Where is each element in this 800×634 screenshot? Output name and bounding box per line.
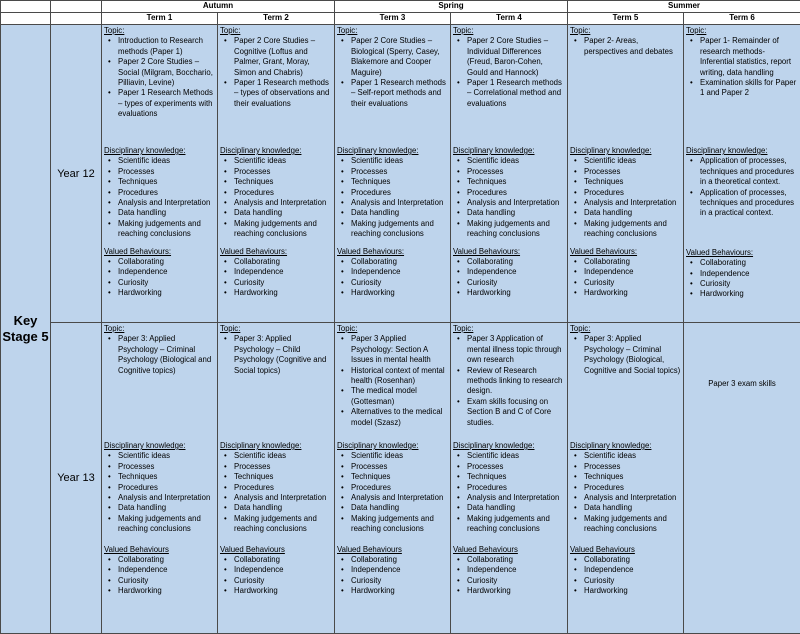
valued-item: • Independence <box>351 267 448 277</box>
disciplinary-item: • Processes <box>118 462 215 472</box>
disciplinary-heading: Disciplinary knowledge: <box>337 441 419 450</box>
disciplinary-item: • Data handling <box>351 208 448 218</box>
valued-item: • Curiosity <box>234 576 332 586</box>
term-header: Term 4 <box>451 13 568 25</box>
valued-item-list <box>220 555 332 597</box>
topic-item: • Alternatives to the medical model (Szasz) <box>351 407 448 428</box>
valued-item: • Hardworking <box>584 288 681 298</box>
valued-item: • Independence <box>118 267 215 277</box>
topic-section <box>337 26 448 146</box>
topic-item-list <box>453 36 565 109</box>
topic-heading: Topic: <box>337 26 358 35</box>
valued-item: • Collaborating <box>584 555 681 565</box>
valued-item: • Collaborating <box>351 555 448 565</box>
topic-item: • Paper 3: Applied Psychology – Criminal Psychology (Biological, Cognitive and Social topics) <box>584 334 681 376</box>
topic-item: • Exam skills focusing on Section B and C of Core studies. <box>467 397 565 428</box>
disciplinary-item: • Data handling <box>351 503 448 513</box>
y13-t3-cell <box>335 323 451 634</box>
valued-item: • Curiosity <box>584 576 681 586</box>
y13-t5-cell <box>568 323 684 634</box>
spacer <box>337 535 448 545</box>
topic-item-list <box>453 334 565 428</box>
topic-item: • Historical context of mental health (Rosenhan) <box>351 366 448 387</box>
disciplinary-item: • Procedures <box>118 188 215 198</box>
valued-item: • Collaborating <box>584 257 681 267</box>
disciplinary-item: • Scientific ideas <box>234 156 332 166</box>
valued-item: • Hardworking <box>700 289 798 299</box>
topic-heading: Topic: <box>337 324 358 333</box>
disciplinary-item: • Data handling <box>118 503 215 513</box>
disciplinary-heading: Disciplinary knowledge: <box>220 441 302 450</box>
valued-heading: Valued Behaviours: <box>453 246 521 256</box>
valued-item: • Curiosity <box>351 278 448 288</box>
valued-item: • Curiosity <box>234 278 332 288</box>
valued-item: • Curiosity <box>584 278 681 288</box>
disciplinary-item: • Procedures <box>467 188 565 198</box>
season-summer: Summer <box>568 1 800 13</box>
spacer <box>453 240 565 247</box>
disciplinary-heading: Disciplinary knowledge: <box>570 441 652 450</box>
disciplinary-heading: Disciplinary knowledge: <box>453 146 535 155</box>
valued-item: • Curiosity <box>700 279 798 289</box>
y13-t2-cell <box>218 323 335 634</box>
valued-heading: Valued Behaviours: <box>337 246 405 256</box>
topic-heading: Topic: <box>104 26 125 35</box>
disciplinary-item-list <box>104 451 215 534</box>
disciplinary-item: • Scientific ideas <box>118 451 215 461</box>
topic-item-list <box>104 334 215 376</box>
topic-section <box>570 324 681 441</box>
valued-item: • Independence <box>234 267 332 277</box>
valued-item: • Independence <box>234 565 332 575</box>
year12-label: Year 12 <box>51 25 102 323</box>
disciplinary-item: • Procedures <box>351 188 448 198</box>
disciplinary-item: • Procedures <box>234 188 332 198</box>
topic-item-list <box>570 36 681 57</box>
valued-item: • Independence <box>584 267 681 277</box>
disciplinary-item: • Analysis and Interpretation <box>351 493 448 503</box>
valued-item-list <box>104 257 215 299</box>
valued-item: • Hardworking <box>351 288 448 298</box>
valued-item: • Independence <box>118 565 215 575</box>
valued-item: • Collaborating <box>118 555 215 565</box>
term-header: Term 3 <box>335 13 451 25</box>
topic-item: • Paper 2 Core Studies – Social (Milgram, Bocchario, Pilliavin, Levine) <box>118 57 215 88</box>
disciplinary-item: • Processes <box>234 167 332 177</box>
disciplinary-item: • Making judgements and reaching conclusions <box>118 514 215 535</box>
year13-row <box>1 323 800 634</box>
spacer <box>220 240 332 247</box>
valued-heading: Valued Behaviours <box>104 544 169 554</box>
spacer <box>337 240 448 247</box>
disciplinary-item: • Scientific ideas <box>584 451 681 461</box>
topic-section <box>104 324 215 441</box>
valued-item-list <box>337 555 448 597</box>
topic-item: • Paper 3: Applied Psychology – Child Psychology (Cognitive and Social topics) <box>234 334 332 376</box>
topic-item-list <box>104 36 215 119</box>
valued-item: • Independence <box>700 269 798 279</box>
disciplinary-item: • Application of processes, techniques and procedures in a practical context. <box>700 188 798 219</box>
topic-item: • Paper 3 Applied Psychology: Section A Issues in mental health <box>351 334 448 365</box>
topic-item: • Paper 3 Application of mental illness topic through own research <box>467 334 565 365</box>
disciplinary-item: • Techniques <box>118 177 215 187</box>
valued-item: • Curiosity <box>467 278 565 288</box>
valued-heading: Valued Behaviours: <box>220 246 288 256</box>
topic-item: • Paper 2 Core Studies – Biological (Sperry, Casey, Blakemore and Cooper Maguire) <box>351 36 448 78</box>
spacer <box>220 535 332 545</box>
valued-item: • Curiosity <box>118 576 215 586</box>
disciplinary-item-list <box>337 156 448 239</box>
topic-item: • Introduction to Research methods (Paper 1) <box>118 36 215 57</box>
disciplinary-heading: Disciplinary knowledge: <box>104 441 186 450</box>
disciplinary-item: • Scientific ideas <box>118 156 215 166</box>
valued-item: • Collaborating <box>118 257 215 267</box>
season-spring: Spring <box>335 1 568 13</box>
topic-section <box>220 26 332 146</box>
disciplinary-item: • Making judgements and reaching conclusions <box>234 219 332 240</box>
disciplinary-item: • Procedures <box>351 483 448 493</box>
disciplinary-item: • Analysis and Interpretation <box>351 198 448 208</box>
y12-t5-cell <box>568 25 684 323</box>
disciplinary-item: • Processes <box>467 462 565 472</box>
valued-item: • Curiosity <box>467 576 565 586</box>
disciplinary-item: • Processes <box>467 167 565 177</box>
spacer <box>570 240 681 247</box>
valued-item: • Hardworking <box>467 586 565 596</box>
topic-heading: Topic: <box>104 324 125 333</box>
topic-item: • Paper 1 Research methods – Correlational method and evaluations <box>467 78 565 109</box>
valued-item: • Hardworking <box>118 288 215 298</box>
disciplinary-item-list <box>570 156 681 239</box>
valued-item-list <box>337 257 448 299</box>
disciplinary-item-list <box>337 451 448 534</box>
topic-item: • Paper 2 Core Studies – Cognitive (Loftus and Palmer, Grant, Moray, Simon and Chabris) <box>234 36 332 78</box>
term-header: Term 1 <box>102 13 218 25</box>
term-row <box>1 13 800 25</box>
disciplinary-item: • Scientific ideas <box>234 451 332 461</box>
topic-item: • Paper 1- Remainder of research methods- Inferential statistics, report writing, data handling <box>700 36 798 78</box>
y12-t3-cell <box>335 25 451 323</box>
disciplinary-item: • Processes <box>118 167 215 177</box>
disciplinary-item-list <box>220 451 332 534</box>
valued-heading: Valued Behaviours: <box>686 247 754 257</box>
topic-item: • Paper 2 Core Studies – Individual Differences (Freud, Baron-Cohen, Gould and Hannock) <box>467 36 565 78</box>
valued-heading: Valued Behaviours: <box>570 246 638 256</box>
topic-heading: Topic: <box>570 26 591 35</box>
disciplinary-item: • Making judgements and reaching conclusions <box>584 514 681 535</box>
topic-item-list <box>570 334 681 376</box>
valued-item-list <box>453 257 565 299</box>
valued-item: • Independence <box>467 565 565 575</box>
valued-item: • Independence <box>351 565 448 575</box>
spacer <box>453 535 565 545</box>
y12-t1-cell <box>102 25 218 323</box>
valued-heading: Valued Behaviours <box>453 544 518 554</box>
cell-content <box>451 323 567 597</box>
cell-content <box>568 323 683 597</box>
disciplinary-item: • Procedures <box>584 483 681 493</box>
disciplinary-item: • Processes <box>584 462 681 472</box>
disciplinary-item: • Making judgements and reaching conclusions <box>467 219 565 240</box>
valued-item: • Independence <box>584 565 681 575</box>
disciplinary-item: • Analysis and Interpretation <box>118 493 215 503</box>
disciplinary-item: • Data handling <box>234 208 332 218</box>
disciplinary-item: • Data handling <box>584 208 681 218</box>
disciplinary-item: • Making judgements and reaching conclusions <box>584 219 681 240</box>
corner-cell <box>51 1 102 13</box>
disciplinary-item: • Techniques <box>467 472 565 482</box>
disciplinary-heading: Disciplinary knowledge: <box>453 441 535 450</box>
topic-item-list <box>337 334 448 428</box>
spacer <box>570 535 681 545</box>
cell-content <box>335 323 450 597</box>
disciplinary-item: • Procedures <box>118 483 215 493</box>
disciplinary-item: • Making judgements and reaching conclusions <box>118 219 215 240</box>
spacer <box>104 240 215 247</box>
topic-item-list <box>686 36 798 98</box>
disciplinary-heading: Disciplinary knowledge: <box>570 146 652 155</box>
valued-item: • Hardworking <box>234 288 332 298</box>
disciplinary-heading: Disciplinary knowledge: <box>104 146 186 155</box>
cell-content <box>102 323 217 597</box>
topic-section <box>220 324 332 441</box>
topic-item-list <box>220 36 332 109</box>
disciplinary-heading: Disciplinary knowledge: <box>686 146 768 155</box>
disciplinary-item: • Scientific ideas <box>467 451 565 461</box>
disciplinary-item: • Techniques <box>584 472 681 482</box>
valued-item: • Independence <box>467 267 565 277</box>
cell-content <box>451 25 567 299</box>
disciplinary-item: • Techniques <box>351 472 448 482</box>
disciplinary-item: • Analysis and Interpretation <box>234 493 332 503</box>
valued-item-list <box>104 555 215 597</box>
cell-content <box>102 25 217 299</box>
topic-item: • Paper 2- Areas, perspectives and debates <box>584 36 681 57</box>
topic-item: • The medical model (Gottesman) <box>351 386 448 407</box>
disciplinary-item: • Analysis and Interpretation <box>118 198 215 208</box>
disciplinary-item: • Data handling <box>467 503 565 513</box>
disciplinary-item: • Making judgements and reaching conclusions <box>351 514 448 535</box>
disciplinary-item: • Scientific ideas <box>351 451 448 461</box>
term-header: Term 5 <box>568 13 684 25</box>
valued-item: • Collaborating <box>467 257 565 267</box>
disciplinary-item-list <box>453 451 565 534</box>
valued-heading: Valued Behaviours <box>570 544 635 554</box>
disciplinary-item: • Techniques <box>234 472 332 482</box>
disciplinary-item: • Techniques <box>351 177 448 187</box>
cell-content <box>218 323 334 597</box>
valued-heading: Valued Behaviours <box>337 544 402 554</box>
disciplinary-item: • Techniques <box>467 177 565 187</box>
disciplinary-heading: Disciplinary knowledge: <box>220 146 302 155</box>
year12-row <box>1 25 800 323</box>
disciplinary-item: • Data handling <box>234 503 332 513</box>
topic-item: • Examination skills for Paper 1 and Paper 2 <box>700 78 798 99</box>
y13-t1-cell <box>102 323 218 634</box>
topic-heading: Topic: <box>220 26 241 35</box>
disciplinary-item-list <box>570 451 681 534</box>
topic-section <box>104 26 215 146</box>
disciplinary-item: • Processes <box>234 462 332 472</box>
y12-t2-cell <box>218 25 335 323</box>
corner-cell <box>1 1 51 13</box>
disciplinary-item: • Techniques <box>118 472 215 482</box>
topic-section <box>570 26 681 146</box>
valued-item: • Collaborating <box>351 257 448 267</box>
topic-item: • Review of Research methods linking to research design. <box>467 366 565 397</box>
valued-item-list <box>686 258 798 300</box>
term6-exam-skills: Paper 3 exam skills <box>708 378 776 388</box>
topic-section <box>337 324 448 441</box>
disciplinary-item: • Analysis and Interpretation <box>467 493 565 503</box>
disciplinary-item: • Data handling <box>467 208 565 218</box>
cell-content <box>218 25 334 299</box>
disciplinary-item: • Data handling <box>118 208 215 218</box>
disciplinary-item-list <box>453 156 565 239</box>
valued-item: • Collaborating <box>234 257 332 267</box>
topic-item-list <box>220 334 332 376</box>
valued-item: • Hardworking <box>584 586 681 596</box>
disciplinary-item: • Techniques <box>584 177 681 187</box>
disciplinary-item: • Analysis and Interpretation <box>584 198 681 208</box>
y12-t6-cell <box>684 25 800 323</box>
disciplinary-item: • Making judgements and reaching conclusions <box>234 514 332 535</box>
valued-item-list <box>220 257 332 299</box>
spacer <box>686 241 798 248</box>
key-stage-label: Key Stage 5 <box>1 25 51 634</box>
year13-label: Year 13 <box>51 323 102 634</box>
valued-item: • Collaborating <box>467 555 565 565</box>
disciplinary-item: • Processes <box>351 462 448 472</box>
valued-item: • Curiosity <box>351 576 448 586</box>
disciplinary-item: • Data handling <box>584 503 681 513</box>
valued-item: • Hardworking <box>118 586 215 596</box>
corner-cell <box>51 13 102 25</box>
season-autumn: Autumn <box>102 1 335 13</box>
disciplinary-item: • Making judgements and reaching conclusions <box>467 514 565 535</box>
topic-item: • Paper 1 Research methods – types of observations and their evaluations <box>234 78 332 109</box>
corner-cell <box>1 13 51 25</box>
disciplinary-item: • Processes <box>351 167 448 177</box>
topic-heading: Topic: <box>220 324 241 333</box>
topic-heading: Topic: <box>453 324 474 333</box>
topic-section <box>453 26 565 146</box>
disciplinary-item: • Scientific ideas <box>467 156 565 166</box>
valued-item: • Hardworking <box>234 586 332 596</box>
cell-content <box>684 25 800 300</box>
valued-heading: Valued Behaviours: <box>104 246 172 256</box>
y13-t4-cell <box>451 323 568 634</box>
disciplinary-item: • Procedures <box>234 483 332 493</box>
disciplinary-item-list <box>686 156 798 218</box>
y12-t4-cell <box>451 25 568 323</box>
disciplinary-item: • Procedures <box>584 188 681 198</box>
disciplinary-item: • Analysis and Interpretation <box>467 198 565 208</box>
topic-heading: Topic: <box>453 26 474 35</box>
disciplinary-item: • Making judgements and reaching conclusions <box>351 219 448 240</box>
disciplinary-item: • Techniques <box>234 177 332 187</box>
term-header: Term 6 <box>684 13 800 25</box>
disciplinary-heading: Disciplinary knowledge: <box>337 146 419 155</box>
disciplinary-item-list <box>104 156 215 239</box>
disciplinary-item: • Analysis and Interpretation <box>234 198 332 208</box>
disciplinary-item: • Processes <box>584 167 681 177</box>
topic-heading: Topic: <box>570 324 591 333</box>
valued-item-list <box>570 257 681 299</box>
topic-item: • Paper 1 Research Methods – types of experiments with evaluations <box>118 88 215 119</box>
cell-content <box>568 25 683 299</box>
spacer <box>686 219 798 241</box>
y13-t6-cell <box>684 323 800 634</box>
disciplinary-item: • Scientific ideas <box>584 156 681 166</box>
topic-item-list <box>337 36 448 109</box>
disciplinary-item-list <box>220 156 332 239</box>
topic-item: • Paper 3: Applied Psychology – Criminal Psychology (Biological and Cognitive topics) <box>118 334 215 376</box>
valued-item: • Hardworking <box>467 288 565 298</box>
disciplinary-item: • Application of processes, techniques and procedures in a theoretical context. <box>700 156 798 187</box>
valued-heading: Valued Behaviours <box>220 544 285 554</box>
topic-heading: Topic: <box>686 26 707 35</box>
term-header: Term 2 <box>218 13 335 25</box>
valued-item: • Curiosity <box>118 278 215 288</box>
topic-section <box>453 324 565 441</box>
valued-item: • Hardworking <box>351 586 448 596</box>
valued-item: • Collaborating <box>234 555 332 565</box>
valued-item-list <box>453 555 565 597</box>
disciplinary-item: • Analysis and Interpretation <box>584 493 681 503</box>
spacer <box>104 535 215 545</box>
disciplinary-item: • Scientific ideas <box>351 156 448 166</box>
topic-item: • Paper 1 Research methods – Self-report methods and their evaluations <box>351 78 448 109</box>
topic-section <box>686 26 798 146</box>
cell-content <box>335 25 450 299</box>
valued-item-list <box>570 555 681 597</box>
valued-item: • Collaborating <box>700 258 798 268</box>
disciplinary-item: • Procedures <box>467 483 565 493</box>
season-row <box>1 1 800 13</box>
